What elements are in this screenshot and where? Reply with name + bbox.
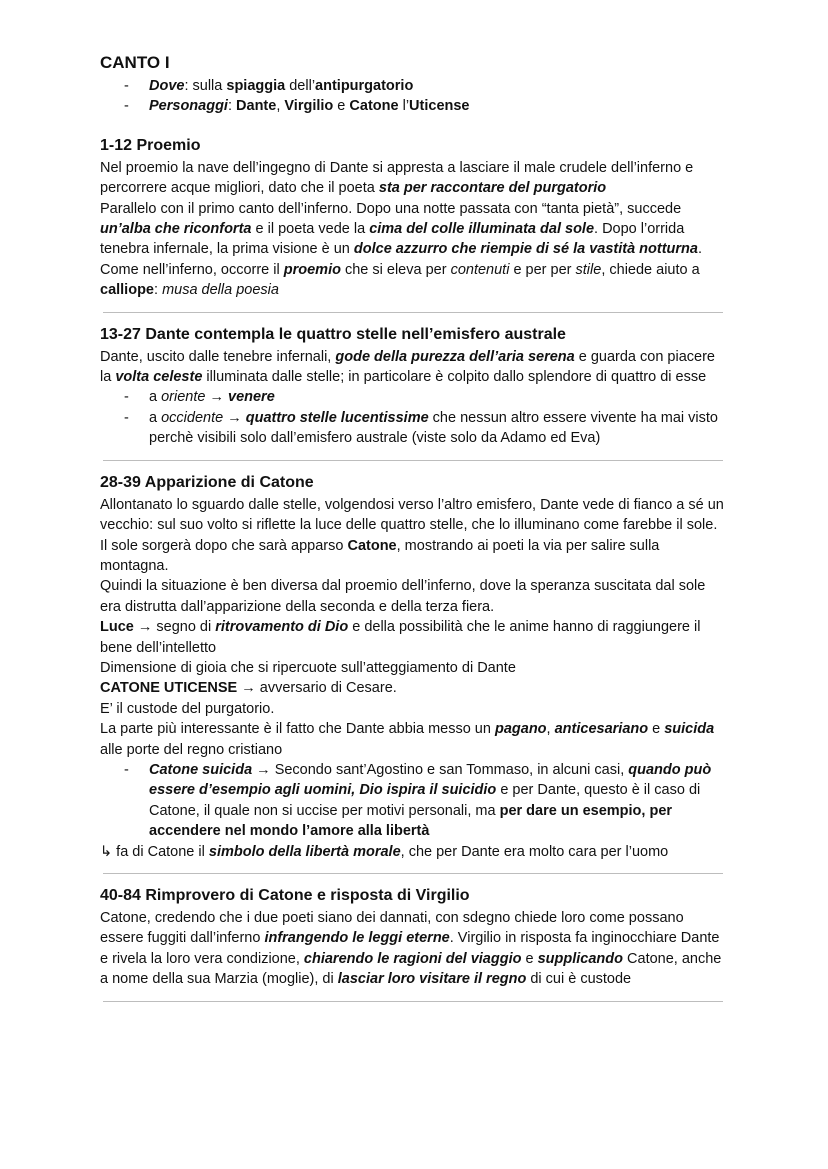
text-run: e [333, 98, 350, 115]
text-run: Parallelo con il primo canto dell’inferno. Dopo una notte passata con “tanta pietà”, succede [100, 200, 682, 217]
emphasis-text: stile [575, 261, 602, 278]
text-run: di cui è custode [526, 971, 632, 988]
emphasis-text: Dante [236, 98, 277, 115]
text-run: a [149, 409, 162, 426]
text-run: E’ il custode del purgatorio. [100, 700, 275, 717]
section-heading: 1-12 Proemio [100, 136, 201, 154]
canto-title: CANTO I [100, 53, 170, 72]
emphasis-text: volta celeste [115, 369, 203, 386]
emphasis-text: gode della purezza dell’aria serena [335, 348, 575, 365]
text-run: → [205, 389, 228, 406]
text-run: Nel proemio la nave dell’ingegno di Dante si appresta a lasciare il male crudele dell’inferno e percorrere acque migliori, dato che il poeta [100, 159, 694, 197]
text-run: → avversario di Cesare. [237, 680, 397, 697]
text-run: → segno di [133, 619, 216, 636]
bullet-item [100, 760, 730, 842]
paragraph [100, 678, 730, 698]
text-run: Come nell’inferno, occorre il [100, 261, 284, 278]
paragraph [100, 536, 730, 577]
paragraph [100, 158, 730, 199]
text-run: . [697, 241, 703, 258]
emphasis-text: quando può essere d’esempio agli uomini, Dio ispira il suicidio [149, 761, 712, 799]
text-run: La parte più interessante è il fatto che Dante abbia messo un [100, 721, 495, 738]
text-run: Dimensione di gioia che si ripercuote sull’atteggiamento di Dante [100, 659, 516, 676]
text-run: . Dopo l’orrida tenebra infernale, la prima visione è un [100, 221, 685, 258]
spacer [100, 117, 730, 135]
section [100, 324, 730, 461]
text-run: , che per Dante era molto cara per l’uomo [400, 843, 669, 860]
text-run: e della possibilità che le anime hanno di raggiungere il bene dell’intelletto [100, 619, 701, 656]
paragraph [100, 908, 730, 990]
emphasis-text: contenuti [450, 261, 510, 278]
emphasis-text: infrangendo le leggi eterne [264, 930, 450, 947]
text-run: a [149, 389, 162, 406]
text-run: : sulla [184, 78, 227, 94]
section-divider [103, 312, 723, 313]
emphasis-text: Personaggi [149, 98, 228, 115]
paragraph [100, 199, 730, 260]
text-run: dell’ [285, 78, 316, 94]
emphasis-text: suicida [664, 721, 715, 738]
emphasis-text: dolce azzurro che riempie di sé la vastità notturna [353, 241, 698, 258]
canto-info-item [100, 76, 730, 96]
emphasis-text: per dare un esempio, per accendere nel mondo l’amore alla libertà [149, 802, 673, 840]
emphasis-text: simbolo della libertà morale [208, 843, 401, 860]
section-divider [103, 873, 723, 874]
section [100, 135, 730, 313]
emphasis-text: quattro stelle lucentissime [245, 409, 429, 426]
text-run: Quindi la situazione è ben diversa dal proemio dell’inferno, dove la speranza suscitata dal sole era distrutta dall’apparizione della seconda e della terza fiera. [100, 578, 706, 615]
emphasis-text: antipurgatorio [315, 78, 414, 94]
text-run: l’ [398, 98, 410, 115]
emphasis-text: cima del colle illuminata dal sole [369, 221, 595, 238]
section-divider [103, 460, 723, 461]
bullet-list [100, 760, 730, 842]
emphasis-text: Luce [100, 619, 134, 636]
bullet-list [100, 387, 730, 448]
section-heading: 40-84 Rimprovero di Catone e risposta di Virgilio [100, 887, 470, 904]
emphasis-text: spiaggia [226, 78, 286, 94]
text-run: , [276, 98, 285, 115]
text-run: e guarda con piacere la [100, 348, 715, 386]
emphasis-text: un’alba che riconforta [100, 221, 252, 238]
notes-content [100, 52, 730, 1013]
emphasis-text: pagano [494, 721, 547, 738]
emphasis-text: oriente [161, 389, 206, 406]
paragraph [100, 347, 730, 388]
text-run: , mostrando ai poeti la via per salire sulla montagna. [100, 537, 660, 574]
paragraph [100, 617, 730, 658]
emphasis-text: Catone [347, 537, 397, 554]
emphasis-text: anticesariano [554, 721, 649, 738]
section-divider [103, 1001, 723, 1002]
text-run: Allontanato lo sguardo dalle stelle, volgendosi verso l’altro emisfero, Dante vede di fianco a sé un vecchio: sul suo volto si riflette la luce delle quattro stelle, che lo illuminano come farebbe il sole. [100, 496, 724, 534]
text-run: che nessun altro essere vivente ha mai visto perchè visibili solo dall’emisfero australe (viste solo da Adamo ed Eva) [149, 409, 718, 447]
text-run: , chiede aiuto a [601, 261, 700, 278]
text-run: : [227, 98, 237, 115]
section-heading: 28-39 Apparizione di Catone [100, 473, 314, 491]
section [100, 472, 730, 874]
text-run: Dante, uscito dalle tenebre infernali, [100, 348, 336, 365]
text-run: e il poeta vede la [251, 221, 370, 238]
canto-info-item [100, 96, 730, 116]
bullet-item [100, 387, 730, 407]
emphasis-text: calliope [100, 282, 154, 299]
text-run: Il sole sorgerà dopo che sarà apparso [100, 537, 348, 554]
paragraph [100, 699, 730, 719]
emphasis-text: ritrovamento di Dio [215, 619, 349, 636]
emphasis-text: Dove [149, 78, 185, 94]
emphasis-text: Catone [349, 98, 399, 115]
section [100, 885, 730, 1002]
sections [100, 135, 730, 1002]
text-run: Catone, credendo che i due poeti siano dei dannati, con sdegno chiede loro come possano essere fuggiti dall’inferno [100, 910, 684, 947]
text-run: e per Dante, questo è il caso di Catone, il quale non si uccise per motivi personali, ma [149, 782, 701, 819]
emphasis-text: venere [228, 389, 275, 406]
text-run: Catone, anche a nome della sua Marzia (moglie), di [100, 950, 722, 988]
paragraph [100, 719, 730, 760]
emphasis-text: proemio [283, 261, 341, 278]
paragraph [100, 576, 730, 617]
emphasis-text: CATONE UTICENSE [100, 680, 238, 697]
text-run: . Virgilio in risposta fa inginocchiare Dante e rivela la loro vera condizione, [100, 930, 720, 967]
emphasis-text: Catone suicida [149, 761, 253, 778]
text-run: alle porte del regno cristiano [100, 741, 283, 758]
text-run: , [546, 721, 555, 738]
text-run: : [154, 282, 163, 299]
text-run: che si eleva per [340, 261, 451, 278]
emphasis-text: sta per raccontare del purgatorio [378, 180, 607, 197]
emphasis-text: lasciar loro visitare il regno [337, 971, 527, 988]
canto-info-list [100, 76, 730, 117]
emphasis-text: chiarendo le ragioni del viaggio [303, 950, 522, 967]
emphasis-text: occidente [161, 409, 224, 426]
paragraph [100, 495, 730, 536]
bullet-item [100, 408, 730, 449]
text-run: ↳ fa di Catone il [100, 843, 209, 860]
text-run: e [648, 721, 665, 738]
emphasis-text: supplicando [537, 950, 623, 967]
emphasis-text: Virgilio [284, 98, 334, 115]
text-run: e [521, 950, 538, 967]
paragraph [100, 260, 730, 301]
paragraph [100, 842, 730, 862]
text-run: illuminata dalle stelle; in particolare è colpito dallo splendore di quattro di esse [202, 369, 707, 386]
text-run: e per per [509, 261, 576, 278]
emphasis-text: musa della poesia [162, 282, 279, 299]
paragraph [100, 658, 730, 678]
emphasis-text: Uticense [409, 98, 470, 115]
text-run: → Secondo sant’Agostino e san Tommaso, in alcuni casi, [252, 761, 629, 778]
section-heading: 13-27 Dante contempla le quattro stelle nell’emisfero australe [100, 325, 566, 343]
text-run: → [223, 409, 246, 426]
